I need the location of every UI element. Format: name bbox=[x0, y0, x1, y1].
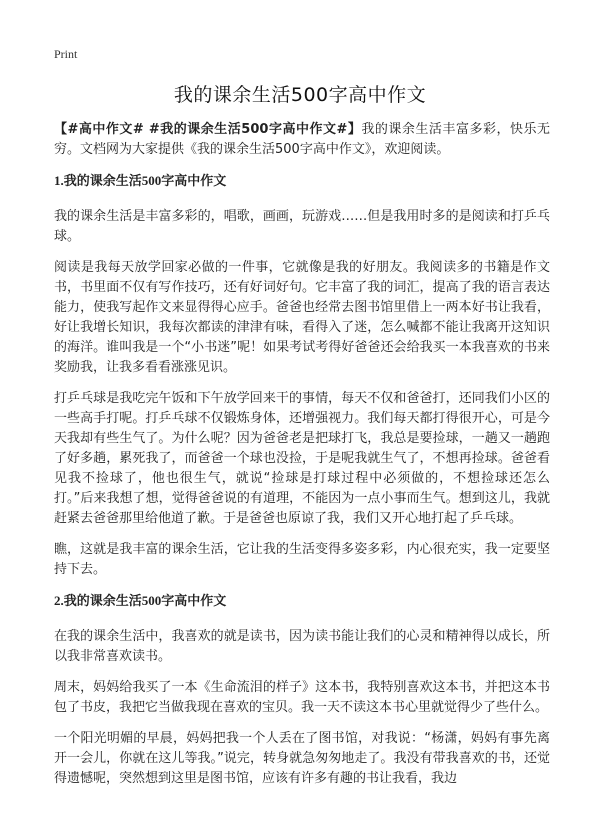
paragraph: 周末，妈妈给我买了一本《生命流泪的样子》这本书，我特别喜欢这本书，并把这本书包了书皮，我把它当做我现在喜欢的宝贝。我一天不读这本书心里就觉得少了些什么。 bbox=[54, 680, 550, 715]
section-heading-2: 2.我的课余生活500字高中作文 bbox=[54, 593, 227, 608]
intro-text: 我的课余生活丰富多彩，快乐无穷。文档网为大家提供《我的课余生活500字高中作文》，欢迎阅读。 bbox=[54, 122, 550, 157]
intro-paragraph bbox=[54, 120, 550, 160]
section-heading-1: 1.我的课余生活500字高中作文 bbox=[54, 173, 227, 188]
intro-tags: 【#高中作文# #我的课余生活500字高中作文#】 bbox=[54, 122, 362, 137]
paragraph: 我的课余生活是丰富多彩的，唱歌，画画，玩游戏……但是我用时多的是阅读和打乒乓球。 bbox=[54, 209, 550, 244]
paragraph: 瞧，这就是我丰富的课余生活，它让我的生活变得多姿多彩，内心很充实，我一定要坚持下去。 bbox=[54, 542, 550, 577]
print-label: Print bbox=[54, 47, 78, 61]
page-title: 我的课余生活500字高中作文 bbox=[173, 84, 427, 106]
paragraph: 打乒乓球是我吃完午饭和下午放学回来干的事情，每天不仅和爸爸打，还同我们小区的一些高手打呢。打乒乓球不仅锻炼身体，还增强视力。我们每天都打得很开心，可是今天我却有些生气了。为什么呢？因为爸爸老是把球打飞，我总是要捡球，一趟又一趟跑了好多趟，累死我了，而爸爸一个球也没捡，于是呢我就生气了，不想再捡球。爸爸看见我不捡球了，他也很生气，就说“捡球是打球过程中必须做的，不想捡球还怎么打。”后来我想了想，觉得爸爸说的有道理，不能因为一点小事而生气。想到这儿，我就赶紧去爸爸那里给他道了歉。于是爸爸也原谅了我，我们又开心地打起了乒乓球。 bbox=[54, 391, 550, 526]
paragraph: 一个阳光明媚的早晨，妈妈把我一个人丢在了图书馆，对我说：“杨潇，妈妈有事先离开一会儿，你就在这儿等我。”说完，转身就急匆匆地走了。我没有带我喜欢的书，还觉得遗憾呢，突然想到这里是图书馆，应该有许多有趣的书让我看，我边 bbox=[54, 731, 550, 786]
article-body bbox=[54, 120, 550, 800]
paragraph: 阅读是我每天放学回家必做的一件事，它就像是我的好朋友。我阅读多的书籍是作文书，书里面不仅有写作技巧，还有好词好句。它丰富了我的词汇，提高了我的语言表达能力，使我写起作文来显得得心应手。爸爸也经常去图书馆里借上一两本好书让我看，好让我增长知识，我每次都读的津津有味，看得入了迷，怎么喊都不能让我离开这知识的海洋。谁叫我是一个“小书迷”呢！如果考试考得好爸爸还会给我买一本我喜欢的书来奖励我，让我多看看涨涨见识。 bbox=[54, 260, 550, 375]
paragraph: 在我的课余生活中，我喜欢的就是读书，因为读书能让我们的心灵和精神得以成长，所以我非常喜欢读书。 bbox=[54, 629, 550, 664]
